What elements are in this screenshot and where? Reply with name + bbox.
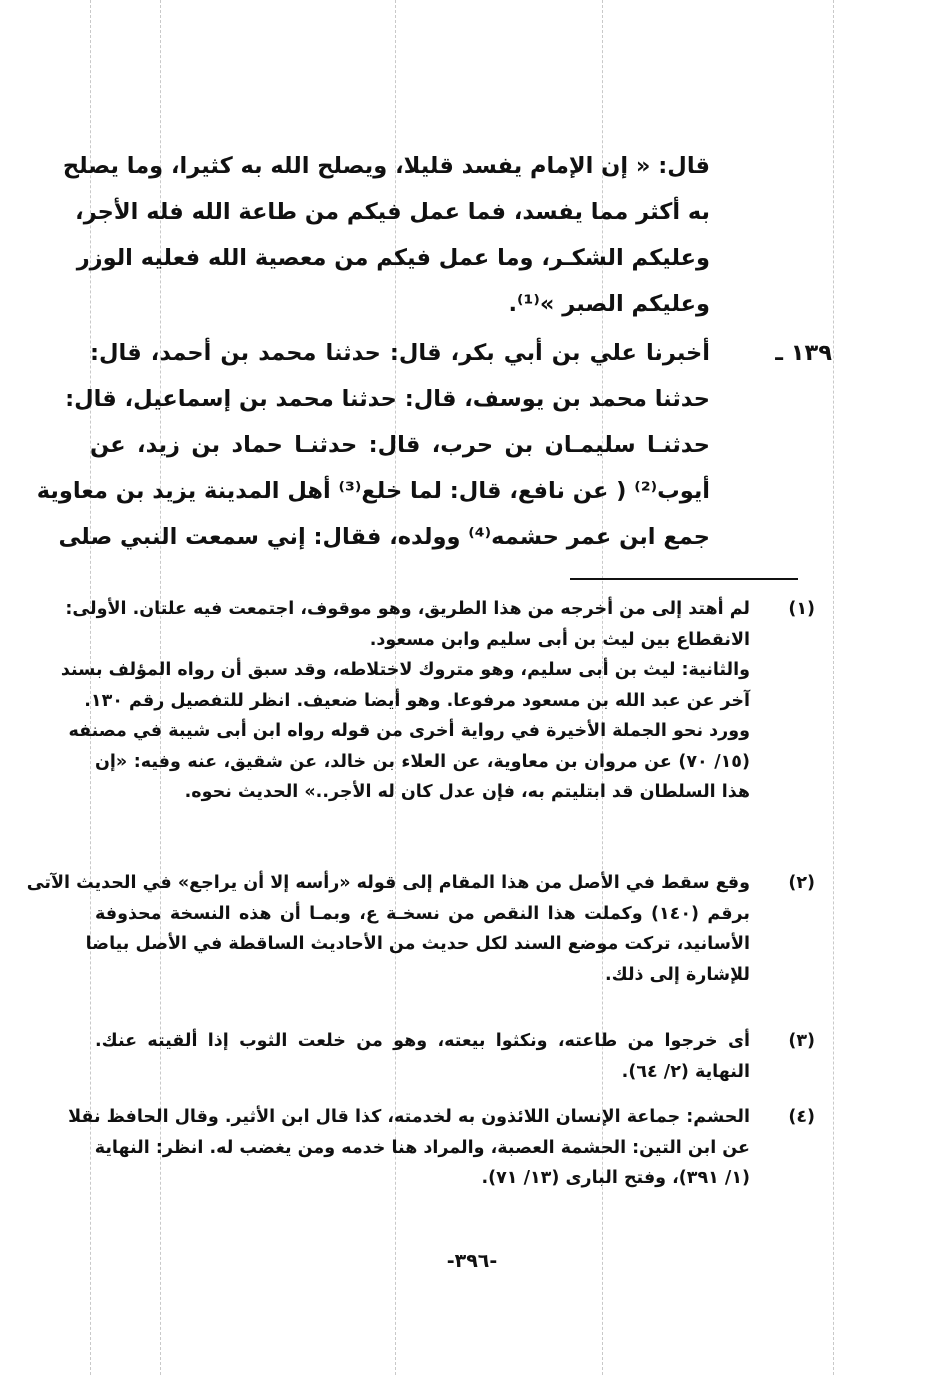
text-line: حدثنا محمد بن يوسف، قال: حدثنا محمد بن إسماعيل، قال: <box>65 386 710 412</box>
footnote-separator <box>570 578 798 580</box>
main-text-paragraph-1 <box>62 143 710 327</box>
footnote-line: الحشم: جماعة الإنسان اللائذون به لخدمته، كذا قال ابن الأثير. وقال الحافظ نقلا <box>68 1107 750 1127</box>
footnote-number: (٢) <box>788 873 815 893</box>
footnote-line: الانقطاع بين ليث بن أبى سليم وابن مسعود. <box>369 629 750 650</box>
text-line: حدثنـا سليمـان بن حرب، قال: حدثنـا حماد بن زيد، عن <box>90 432 710 458</box>
text-line: به أكثر مما يفسد، فما عمل فيكم من طاعة الله فله الأجر، <box>75 199 710 225</box>
footnote-line: هذا السلطان قد ابتليتم به، فإن عدل كان له الأجر..» الحديث نحوه. <box>184 782 750 802</box>
footnote-line: وورد نحو الجملة الأخيرة في رواية أخرى من قوله رواه ابن أبى شيبة في مصنفه <box>68 721 750 741</box>
main-text-paragraph-2 <box>36 330 710 560</box>
text-line: قال: « إن الإمام يفسد قليلا، ويصلح الله به كثيرا، وما يصلح <box>62 153 710 179</box>
footnote-line: برقم (١٤٠) وكملت هذا النقص من نسخـة ع، وبمـا أن هذه النسخة محذوفة <box>95 903 750 924</box>
scan-guide-line <box>833 0 834 1375</box>
footnote-number: (٣) <box>788 1031 815 1051</box>
footnote-line: الأسانيد، تركت موضع السند لكل حديث من الأحاديث الساقطة في الأصل بياضا <box>85 934 750 954</box>
text-line: وعليكم الصبر »⁽¹⁾. <box>508 291 710 317</box>
text-line: أخبرنا علي بن أبي بكر، قال: حدثنا محمد بن أحمد، قال: <box>90 340 710 366</box>
footnote-line: عن ابن التين: الحشمة العصبة، والمراد هنا خدمه ومن يغضب له. انظر: النهاية <box>94 1137 750 1158</box>
footnote-line: أى خرجوا من طاعته، ونكثوا بيعته، وهو من خلعت الثوب إذا ألقيته عنك. <box>95 1031 750 1051</box>
hadith-number: ١٣٩ ـ <box>775 340 832 366</box>
page-number: -٣٩٦- <box>446 1250 498 1272</box>
footnote-line: (١٥/ ٧٠) عن مروان بن معاوية، عن العلاء بن خالد، عن شقيق، عنه وفيه: «إن <box>95 751 750 772</box>
text-line: جمع ابن عمر حشمه⁽⁴⁾ وولده، فقال: إني سمعت النبي صلى <box>58 524 710 550</box>
text-line: وعليكم الشكـر، وما عمل فيكم من معصية الله فعليه الوزر <box>76 245 710 271</box>
footnote-number: (١) <box>788 599 815 619</box>
footnote-line: آخر عن عبد الله بن مسعود مرفوعا. وهو أيضا ضعيف. انظر للتفصيل رقم ١٣٠. <box>84 690 750 711</box>
footnote-text <box>95 1026 750 1087</box>
footnote-line: وقع سقط في الأصل من هذا المقام إلى قوله «رأسه إلا أن يراجع» في الحديث الآتى <box>26 873 750 893</box>
footnote-line: (١/ ٣٩١)، وفتح البارى (١٣/ ٧١). <box>481 1168 750 1188</box>
footnote-text <box>68 1102 750 1194</box>
footnote-line: النهاية (٢/ ٦٤). <box>621 1061 750 1082</box>
footnote-text <box>26 868 750 990</box>
footnote-number: (٤) <box>788 1107 815 1127</box>
footnote-line: للإشارة إلى ذلك. <box>605 964 750 985</box>
text-line: أيوب⁽²⁾ ( عن نافع، قال: لما خلع⁽³⁾ أهل المدينة يزيد بن معاوية <box>36 478 710 504</box>
footnote-line: والثانية: ليث بن أبى سليم، وهو متروك لاختلاطه، وقد سبق أن رواه المؤلف بسند <box>60 660 750 680</box>
footnote-text <box>60 594 750 808</box>
footnote-line: لم أهتد إلى من أخرجه من هذا الطريق، وهو موقوف، اجتمعت فيه علتان. الأولى: <box>65 599 750 619</box>
